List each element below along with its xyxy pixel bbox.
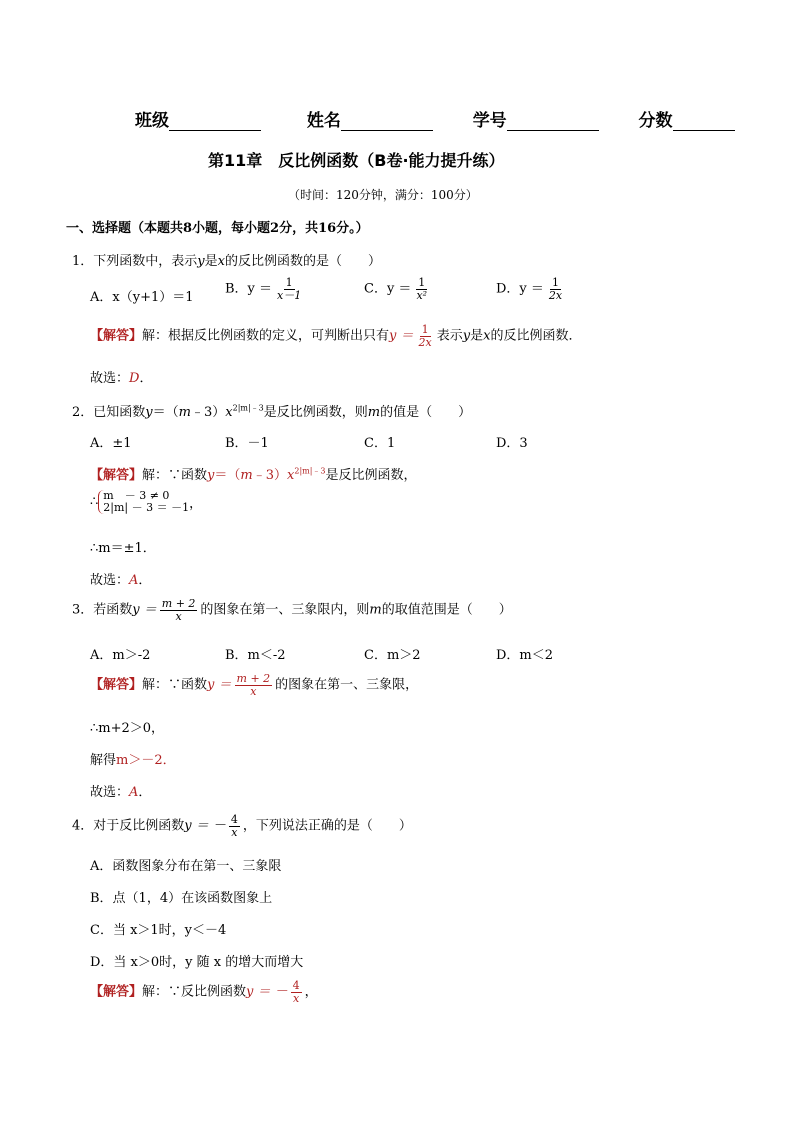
- q3-option-d: D．m＜2: [496, 648, 554, 663]
- section-heading: 一、选择题（本题共8小题，每小题2分，共16分。）: [66, 221, 369, 236]
- id-blank: [507, 114, 599, 131]
- name-blank: [341, 114, 433, 131]
- q3-answer: 【解答】解：∵函数y ＝ $\frac{m + 2}{x}$ 的图象在第一、三象限，: [90, 672, 419, 698]
- q2-answer: 【解答】解：∵函数$y=(m﹣3)x^{2|m|﹣3}$是反比例函数，: [90, 466, 417, 483]
- q4-stem: 4．对于反比例函数y ＝ － $\frac{4}{x}$ ，下列说法正确的是（ ）: [72, 813, 412, 839]
- q3-option-c: C．m＞2: [364, 648, 421, 663]
- q2-stem: 2．已知函数$y=(m﹣3)x^{2|m|﹣3}$是反比例函数，则m的值是（ ）: [72, 403, 472, 420]
- q1-option-d: D．y ＝ $\frac{1}{2x}$: [496, 276, 563, 302]
- q4-option-b: B．点（1，4）在该函数图象上: [90, 891, 273, 906]
- q1-option-b: B．y ＝ $\frac{1}{x-1}$: [225, 276, 302, 302]
- q2-option-a: A．±1: [90, 436, 132, 451]
- q1-option-c: C．y ＝ $\frac{1}{\text{x²}}$: [364, 276, 428, 302]
- q1-option-a: A．x（y+1）＝1: [90, 290, 194, 305]
- class-label: 班级: [135, 111, 169, 131]
- q4-answer: 【解答】解：∵反比例函数y ＝ － $\frac{4}{x}$ ，: [90, 979, 318, 1005]
- q4-option-c: C．当 x＞1时，y＜－4: [90, 923, 227, 938]
- q2-option-d: D．3: [496, 436, 528, 451]
- q1-answer: 【解答】解：根据反比例函数的定义，可判断出只有y ＝ $\frac{1}{2x}$ 表示y是x的反比例函数．: [90, 323, 582, 349]
- q3-option-a: A．m＞-2: [90, 648, 151, 663]
- q3-choice: 故选：A．: [90, 785, 152, 800]
- header-line: [135, 106, 735, 131]
- q3-step-1: ∴m+2＞0，: [90, 721, 165, 736]
- q4-option-d: D．当 x＞0时，y 随 x 的增大而增大: [90, 955, 304, 970]
- q3-step-2: 解得m＞－2．: [90, 753, 176, 768]
- q3-stem: 3．若函数y ＝ $\frac{m + 2}{x}$ 的图象在第一、三象限内，则m的取值范围是（ ）: [72, 597, 512, 623]
- q1-stem: 1．下列函数中，表示y是x的反比例函数的是（ ）: [72, 254, 382, 269]
- id-label: 学号: [472, 111, 507, 131]
- name-label: 姓名: [306, 111, 341, 131]
- q2-system: ∴ m － 3 ≠ 0 2|m| － 3 ＝ －1 ，: [90, 489, 203, 515]
- q2-result: ∴m＝±1．: [90, 541, 156, 556]
- score-blank: [673, 114, 735, 131]
- q3-option-b: B．m＜-2: [225, 648, 286, 663]
- q1-choice: 故选：D．: [90, 371, 153, 386]
- score-label: 分数: [638, 111, 673, 131]
- page-subtitle: （时间：120分钟，满分：100分）: [288, 188, 478, 202]
- q2-option-b: B．－1: [225, 436, 269, 451]
- q2-option-c: C．1: [364, 436, 396, 451]
- q4-option-a: A．函数图象分布在第一、三象限: [90, 859, 282, 874]
- class-blank: [169, 114, 261, 131]
- q2-choice: 故选：A．: [90, 573, 152, 588]
- page-title: 第11章 反比例函数（B卷·能力提升练）: [208, 151, 505, 170]
